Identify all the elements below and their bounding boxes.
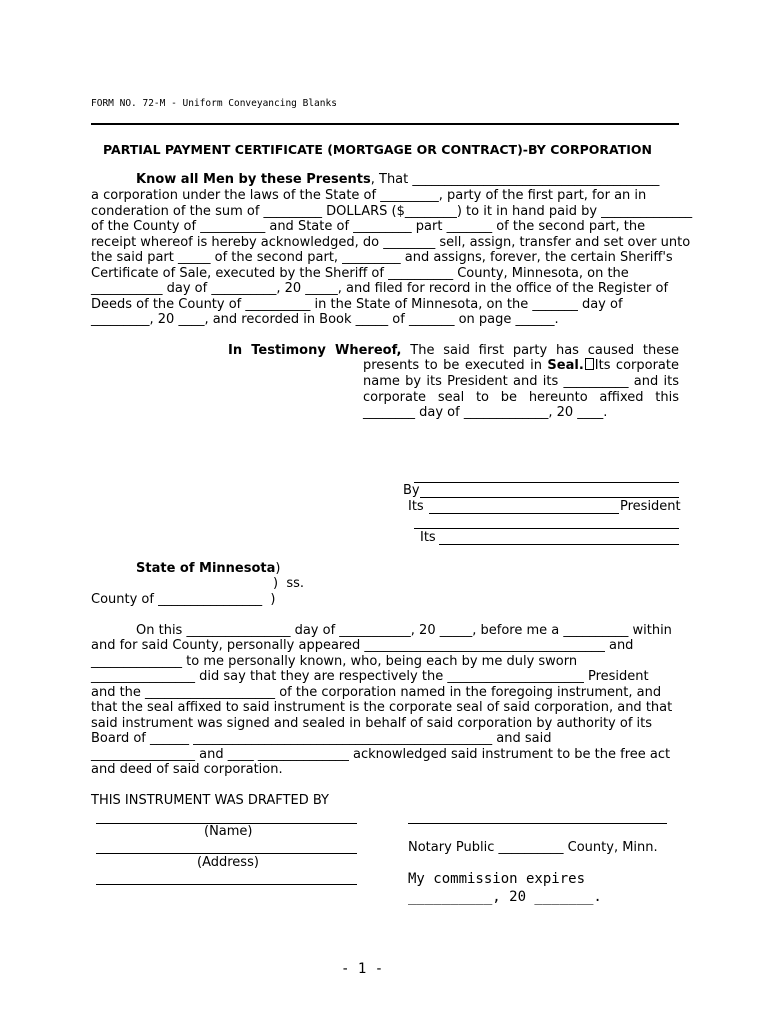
commission-line-2: __________, 20 _______.	[408, 889, 602, 905]
president-label: President	[620, 499, 681, 514]
by-signature-line	[420, 497, 679, 498]
testimony-line-5: ________ day of _____________, 20 ____.	[363, 405, 608, 420]
commission-line-1: My commission expires	[408, 871, 586, 887]
drafted-heading: THIS INSTRUMENT WAS DRAFTED BY	[91, 793, 329, 808]
body-line: ___________ day of __________, 20 _____, and filed for record in the office of the Register of	[91, 281, 669, 296]
form-number-label: FORM NO. 72-M - Uniform Conveyancing Blanks	[91, 98, 337, 109]
ack-line: and for said County, personally appeared _____________________________________ and	[91, 638, 634, 653]
seal-word: Seal.	[547, 358, 584, 373]
body-line: the said part _____ of the second part, _________ and assigns, forever, the certain Sheriff's	[91, 250, 673, 265]
ack-line: and the ____________________ of the corporation named in the foregoing instrument, and	[91, 685, 662, 700]
notary-line: Notary Public __________ County, Minn.	[408, 840, 658, 855]
header-rule	[91, 123, 679, 125]
ack-line: and deed of said corporation.	[91, 762, 283, 777]
seal-glyph-icon	[585, 358, 594, 370]
page-number: - 1 -	[341, 961, 384, 977]
ack-line: ________________ and ____ ______________ acknowledged said instrument to be the free act	[91, 747, 671, 762]
testimony-text: presents to be executed in	[363, 358, 542, 373]
testimony-line-1	[228, 343, 679, 359]
body-line: receipt whereof is hereby acknowledged, do ________ sell, assign, transfer and set over unto	[91, 235, 691, 250]
state-label: State of Minnesota	[136, 561, 276, 576]
presents-lead: Know all Men by these Presents	[136, 172, 371, 187]
testimony-line-3: name by its President and its __________ and its	[363, 374, 679, 389]
testimony-lead: In Testimony Whereof,	[228, 343, 402, 358]
its-label: Its	[408, 499, 424, 514]
county-line: County of ________________ )	[91, 592, 276, 607]
ack-line: ________________ did say that they are respectively the _____________________ President	[91, 669, 649, 684]
body-line: _________, 20 ____, and recorded in Book _____ of _______ on page ______.	[91, 312, 559, 327]
document-title: PARTIAL PAYMENT CERTIFICATE (MORTGAGE OR CONTRACT)-BY CORPORATION	[103, 142, 653, 157]
ack-line: ______________ to me personally known, who, being each by me duly sworn	[91, 654, 578, 669]
ack-line: On this ________________ day of ___________, 20 _____, before me a __________ within	[136, 623, 672, 638]
testimony-line-2	[363, 358, 679, 374]
presents-line	[136, 172, 659, 188]
signature-line	[414, 528, 679, 529]
its-signature-line	[429, 513, 619, 514]
state-paren: )	[275, 561, 281, 576]
testimony-rest: The said first party has caused these	[410, 343, 680, 358]
presents-rest: , That ______________________________________	[370, 172, 660, 187]
ack-line: that the seal affixed to said instrument is the corporate seal of said corporation, and that	[91, 700, 673, 715]
its-label: Its	[420, 530, 436, 545]
address-line	[96, 884, 357, 885]
state-line	[136, 561, 280, 577]
by-label: By	[403, 483, 420, 498]
ack-line: Board of ______ ______________________________________________ and said	[91, 731, 552, 746]
testimony-text: Its corporate	[594, 358, 679, 373]
ack-line: said instrument was signed and sealed in behalf of said corporation by authority of its	[91, 716, 653, 731]
body-line: Certificate of Sale, executed by the Sheriff of __________ County, Minnesota, on the	[91, 266, 629, 281]
body-line: a corporation under the laws of the State of _________, party of the first part, for an in	[91, 188, 647, 203]
body-line: of the County of __________ and State of _________ part _______ of the second part, the	[91, 219, 646, 234]
testimony-line-4: corporate seal to be hereunto affixed this	[363, 390, 679, 405]
body-line: conderation of the sum of _________ DOLLARS ($________) to it in hand paid by ______________	[91, 204, 693, 219]
notary-signature-line	[408, 823, 667, 824]
body-line: Deeds of the County of __________ in the State of Minnesota, on the _______ day of	[91, 297, 623, 312]
address-line	[96, 853, 357, 854]
signature-line	[414, 482, 679, 483]
ss-line: ) ss.	[273, 576, 305, 591]
its-signature-line	[439, 544, 679, 545]
name-label: (Name)	[204, 824, 253, 839]
address-label: (Address)	[197, 855, 259, 870]
